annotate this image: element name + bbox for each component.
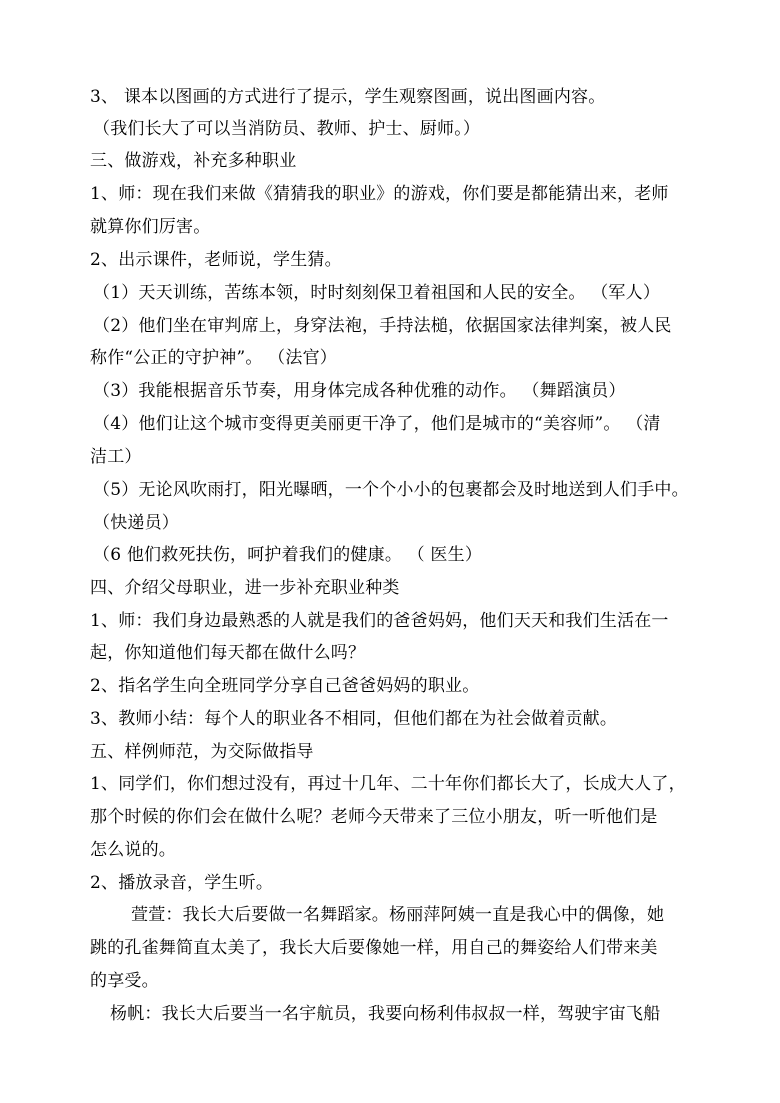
text-line: （1）天天训练，苦练本领，时时刻刻保卫着祖国和人民的安全。 （军人） [93, 283, 661, 303]
text-line: 3、教师小结：每个人的职业各不相同，但他们都在为社会做着贡献。 [90, 709, 618, 729]
text-line: 的享受。 [90, 971, 159, 991]
text-line: 那个时候的你们会在做什么呢？老师今天带来了三位小朋友，听一听他们是 [90, 807, 658, 827]
section-heading: 五、样例师范，为交际做指导 [90, 742, 314, 762]
text-line: 3、 课本以图画的方式进行了提示，学生观察图画，说出图画内容。 [90, 87, 606, 107]
text-line: （3）我能根据音乐节奏，用身体完成各种优雅的动作。 （舞蹈演员） [93, 381, 626, 401]
text-line: 称作“公正的守护神”。 （法官） [90, 348, 337, 368]
text-line: （4）他们让这个城市变得更美丽更干净了，他们是城市的“美容师”。 （清 [93, 414, 661, 434]
text-line: （2）他们坐在审判席上，身穿法袍，手持法槌，依据国家法律判案，被人民 [93, 316, 672, 336]
text-line: 萱萱：我长大后要做一名舞蹈家。杨丽萍阿姨一直是我心中的偶像，她 [131, 905, 665, 925]
text-line: 1、师：现在我们来做《猜猜我的职业》的游戏，你们要是都能猜出来，老师 [90, 184, 669, 204]
text-line: 2、播放录音，学生听。 [90, 873, 274, 893]
text-line: （快递员） [93, 513, 179, 533]
section-heading: 三、做游戏，补充多种职业 [90, 151, 297, 171]
text-line: （6 他们救死扶伤，呵护着我们的健康。 （ 医生） [93, 545, 483, 565]
text-line: 2、出示课件，老师说，学生猜。 [90, 250, 342, 270]
text-line: （我们长大了可以当消防员、教师、护士、厨师。） [93, 119, 481, 139]
text-line: 起，你知道他们每天都在做什么吗？ [90, 643, 366, 663]
section-heading: 四、介绍父母职业，进一步补充职业种类 [90, 578, 400, 598]
text-line: 怎么说的。 [90, 840, 176, 860]
text-line: 1、同学们，你们想过没有，再过十几年、二十年你们都长大了，长成大人了， [90, 774, 686, 794]
text-line: 就算你们厉害。 [90, 217, 211, 237]
text-line: 洁工） [90, 447, 142, 467]
text-line: （5）无论风吹雨打，阳光曝晒，一个个小小的包裹都会及时地送到人们手中。 [93, 480, 689, 500]
text-line: 杨帆：我长大后要当一名宇航员，我要向杨利伟叔叔一样，驾驶宇宙飞船 [110, 1004, 661, 1024]
text-line: 2、指名学生向全班同学分享自己爸爸妈妈的职业。 [90, 676, 480, 696]
text-line: 跳的孔雀舞简直太美了，我长大后要像她一样，用自己的舞姿给人们带来美 [90, 938, 658, 958]
text-line: 1、师：我们身边最熟悉的人就是我们的爸爸妈妈，他们天天和我们生活在一 [90, 611, 669, 631]
